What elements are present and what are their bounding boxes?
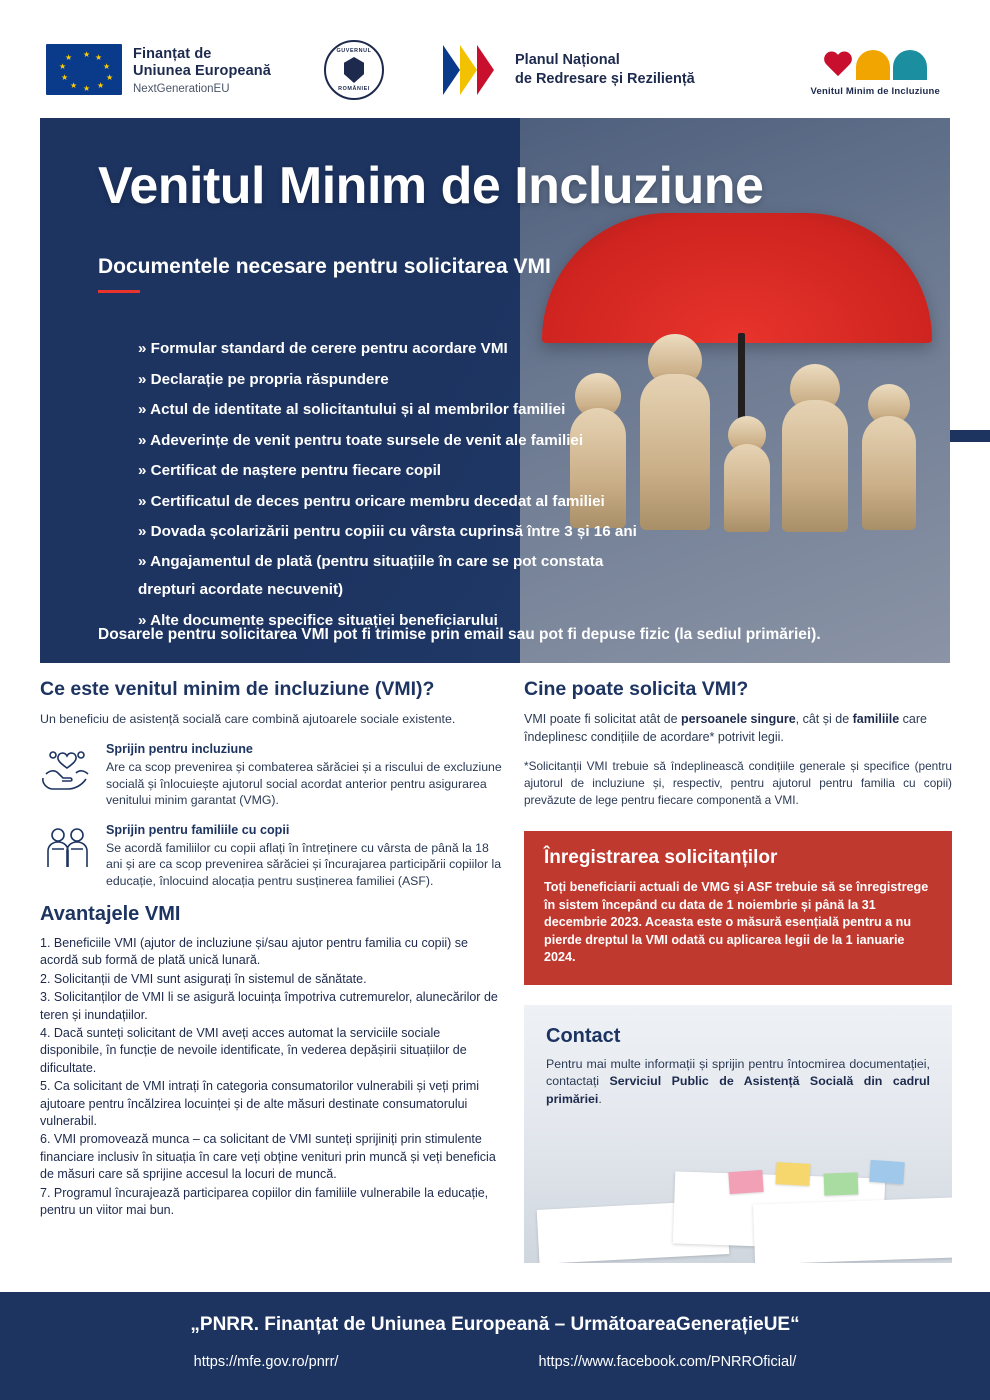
sticky-note-pink xyxy=(728,1170,763,1194)
figure-body-2 xyxy=(640,374,710,530)
contact-text-a: Pentru mai multe informații și sprijin pentru întocmirea documentației, contactați xyxy=(546,1056,930,1089)
list-item: 2. Solicitanții de VMI sunt asigurați în sistemul de sănătate. xyxy=(40,971,367,986)
footer-slogan: „PNRR. Finanțat de Uniunea Europeană – UrmătoareaGenerațieUE“ xyxy=(190,1314,800,1335)
umbrella-icon xyxy=(542,213,932,343)
government-logo xyxy=(318,40,390,100)
figure-body-5 xyxy=(862,416,916,530)
pnrr-chevrons-icon xyxy=(443,45,503,95)
arch-teal-icon xyxy=(893,50,927,80)
page-title: Venitul Minim de Incluziune xyxy=(98,157,764,215)
logo-bar xyxy=(0,0,990,118)
list-item: » Angajamentul de plată (pentru situațiile în care se pot constata drepturi acordate necuvenit) xyxy=(138,552,604,598)
vmi-logo xyxy=(811,36,940,97)
footer xyxy=(0,1292,990,1400)
hero-note: Dosarele pentru solicitarea VMI pot fi trimise prin email sau pot fi depuse fizic (la sediul primăriei). xyxy=(98,626,821,643)
list-item: 6. VMI promovează munca – ca solicitant de VMI sunteți sprijiniți prin stimulente financiare inclusiv în situația în care veți obține venituri prin muncă și veți beneficia de măsuri care să sprijine accesul la locuri de muncă. xyxy=(40,1132,496,1182)
contact-title: Contact xyxy=(546,1024,621,1047)
eu-logo-sub: NextGenerationEU xyxy=(133,83,230,95)
hero-subtitle: Documentele necesare pentru solicitarea VMI xyxy=(98,255,551,278)
registration-box xyxy=(524,831,952,985)
who-text-c: , cât și de xyxy=(795,712,853,726)
eu-logo-line2: Uniunea Europeană xyxy=(133,63,271,79)
section-title-what-is-vmi: Ce este venitul minim de incluziune (VMI)? xyxy=(40,678,435,700)
feature-inclusion-title: Sprijin pentru incluziune xyxy=(106,742,253,756)
list-item: » Certificatul de deces pentru oricare membru decedat al familiei xyxy=(138,492,605,510)
arch-yellow-icon xyxy=(856,50,890,80)
required-documents-list xyxy=(98,334,637,636)
contact-body xyxy=(524,1056,952,1108)
registration-title: Înregistrarea solicitanților xyxy=(544,847,778,868)
vmi-logo-caption: Venitul Minim de Incluziune xyxy=(810,86,940,97)
feature-inclusion-body: Are ca scop prevenirea și combaterea sărăciei și a riscului de excluziune socială și înlocuiește ajutorul social acordat anterior pentru asigurarea venitului minim garantat (VMG). xyxy=(106,760,502,807)
list-item: 3. Solicitanților de VMI li se asigură locuința împotriva cutremurelor, alunecărilor de teren și inundațiilor. xyxy=(40,990,498,1022)
registration-body: Toți beneficiarii actuali de VMG și ASF trebuie să se înregistrege în sistem începând cu data de 1 noiembrie și până la 31 decembrie 2023. Aceasta este o măsură esențială pentru a nu pierde dreptul la VMI odată cu aplicarea legii de la 1 ianuarie 2024. xyxy=(544,880,929,965)
advantages-list xyxy=(40,935,502,1220)
list-item: 7. Programul încurajează participarea copiilor din familiile vulnerabile la educație, pentru un viitor mai bun. xyxy=(40,1185,489,1218)
eu-logo xyxy=(46,44,271,95)
what-is-vmi-lead: Un beneficiu de asistență socială care combină ajutoarele sociale existente. xyxy=(40,712,456,726)
contact-box xyxy=(524,1005,952,1263)
pnrr-line1: Planul Național xyxy=(515,52,620,68)
footer-links xyxy=(0,1354,990,1370)
hero-banner xyxy=(40,118,950,663)
gov-seal-top: GUVERNUL xyxy=(336,48,372,54)
list-item: » Certificat de naștere pentru fiecare copil xyxy=(138,462,442,479)
who-text-d: familiile xyxy=(852,712,900,726)
who-can-apply-footnote: *Solicitanții VMI trebuie să îndeplinească condițiile generale și specifice (pentru ajutorul de incluziune și, respectiv, pentru ajutorul pentru familia cu copii) prevăzute de lege pentru fiecare componentă a VMI. xyxy=(524,759,952,807)
government-seal-icon xyxy=(324,40,384,100)
feature-families-title: Sprijin pentru familiile cu copii xyxy=(106,822,290,837)
figure-body-3 xyxy=(724,444,770,532)
contact-text-b: Serviciul Public de Asistență Socială din cadrul primăriei xyxy=(546,1074,931,1106)
documents-photo xyxy=(524,1143,952,1263)
right-column xyxy=(524,678,952,1263)
pnrr-logo xyxy=(443,45,695,95)
sticky-note-yellow xyxy=(775,1162,810,1186)
eu-flag-icon: ★ ★ ★ ★ ★ ★ ★ ★ ★ ★ xyxy=(46,44,122,95)
list-item: 5. Ca solicitant de VMI intrați în categoria consumatorilor vulnerabili și veți primi ajutoare pentru încălzirea locuinței și de alte măsuri destinate consumatorului vulnerabil. xyxy=(40,1079,480,1129)
gov-crest-icon xyxy=(344,57,364,83)
contact-text-c: . xyxy=(598,1091,602,1106)
decorative-side-line xyxy=(950,430,990,442)
who-text-b: persoanele singure xyxy=(681,712,796,726)
list-item: » Dovada școlarizării pentru copiii cu vârsta cuprinsă între 3 și 16 ani xyxy=(138,523,637,540)
feature-inclusion xyxy=(40,742,502,809)
sticky-note-blue xyxy=(869,1160,904,1184)
feature-families-body: Se acordă familiilor cu copii aflați în întreținere cu vârsta de până la 18 ani și are ca scop prevenirea sărăciei și încurajarea participării copiilor la educație, înlocuind alocația pentru susținerea familiei (ASF). xyxy=(106,840,502,888)
list-item: » Alte documente specifice situației beneficiarului xyxy=(138,611,498,629)
list-item: » Adeverințe de venit pentru toate sursele de venit ale familiei xyxy=(138,431,584,449)
section-title-advantages: Avantajele VMI xyxy=(40,903,181,925)
paper-stack-3 xyxy=(753,1197,952,1262)
list-item: 1. Beneficiile VMI (ajutor de incluziune și/sau ajutor pentru familia cu copii) se acordă sub formă de plată unică lunară. xyxy=(40,936,468,968)
family-children-icon xyxy=(40,823,94,875)
list-item: » Declarație pe propria răspundere xyxy=(138,370,389,388)
eu-logo-line1: Finanțat de xyxy=(133,46,212,62)
gov-seal-bottom: ROMÂNIEI xyxy=(338,86,370,92)
who-text-e: care îndeplinesc condițiile de acordare* potrivit legii. xyxy=(524,712,927,744)
feature-families xyxy=(40,823,502,890)
sticky-note-green xyxy=(824,1172,859,1195)
hands-heart-icon xyxy=(40,742,94,794)
hero-divider xyxy=(98,290,140,293)
footer-link-facebook[interactable]: https://www.facebook.com/PNRROficial/ xyxy=(538,1354,797,1370)
list-item: » Actul de identitate al solicitantului și al membrilor familiei xyxy=(138,401,566,418)
who-text-a: VMI poate fi solicitat atât de xyxy=(524,712,682,726)
list-item: » Formular standard de cerere pentru acordare VMI xyxy=(138,340,508,357)
figure-body-4 xyxy=(782,400,848,532)
heart-icon xyxy=(823,52,853,80)
list-item: 4. Dacă sunteți solicitant de VMI aveți acces automat la serviciile sociale disponibile, în funcție de nevoile identificate, în vederea depășirii situațiilor de dificultate. xyxy=(40,1026,467,1075)
left-column xyxy=(40,678,502,1221)
who-can-apply-paragraph xyxy=(524,711,952,746)
vmi-mark-icon xyxy=(811,36,940,80)
section-title-who-can-apply: Cine poate solicita VMI? xyxy=(524,678,749,700)
footer-link-mfe[interactable]: https://mfe.gov.ro/pnrr/ xyxy=(193,1354,339,1370)
pnrr-line2: de Redresare și Reziliență xyxy=(515,71,695,87)
